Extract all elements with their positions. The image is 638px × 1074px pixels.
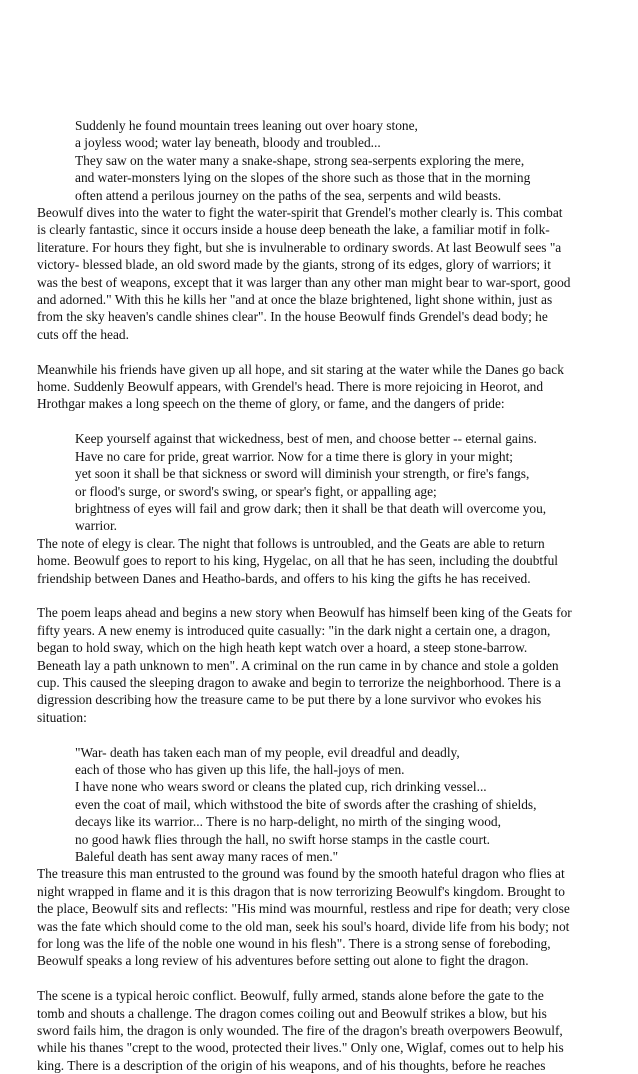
document-body: [37, 117, 603, 1074]
quote-line: often attend a perilous journey on the paths of the sea, serpents and wild beasts.: [75, 187, 502, 203]
paragraph-line: tomb and shouts a challenge. The dragon comes coiling out and Beowulf strikes a blow, but his: [37, 1005, 547, 1021]
block-quote: [37, 117, 603, 204]
paragraph-line: for long was the life of the noble one wound in his flesh". There is a strong sense of foreboding,: [37, 936, 551, 952]
quote-line: Suddenly he found mountain trees leaning out over hoary stone,: [75, 118, 418, 133]
paragraph-gap: [37, 413, 603, 430]
paragraph-gap: [37, 587, 603, 604]
paragraph-line: king. There is a description of the origin of his weapons, and of his thoughts, before he reaches: [37, 1057, 546, 1073]
paragraph-line: The scene is a typical heroic conflict. Beowulf, fully armed, stands alone before the gate to the: [37, 988, 544, 1004]
quote-line: Have no care for pride, great warrior. Now for a time there is glory in your might;: [75, 448, 514, 464]
paragraph-gap: [37, 970, 603, 987]
paragraph-line: home. Beowulf goes to report to his king, Hygelac, on all that he has seen, including the doubtful: [37, 553, 559, 569]
paragraph-line: digression describing how the treasure came to be put there by a lone survivor who evokes his: [37, 692, 542, 708]
paragraph-line: the place, Beowulf sits and reflects: "His mind was mournful, restless and ripe for death; very close: [37, 901, 570, 917]
paragraph-line: The poem leaps ahead and begins a new story when Beowulf has himself been king of the Geats for: [37, 605, 572, 621]
paragraph-line: was the best of weapons, except that it was larger than any other man might bear to war-sport, good: [37, 274, 571, 290]
quote-line: decays like its warrior... There is no harp-delight, no mirth of the singing wood,: [75, 814, 501, 830]
quote-line: yet soon it shall be that sickness or sword will diminish your strength, or fire's fangs,: [75, 466, 530, 482]
quote-line: brightness of eyes will fail and grow dark; then it shall be that death will overcome you,: [75, 500, 547, 516]
paragraph: [37, 865, 603, 969]
paragraph-line: cuts off the head.: [37, 326, 129, 342]
paragraph-line: Beowulf dives into the water to fight the water-spirit that Grendel's mother clearly is. This combat: [37, 205, 563, 221]
paragraph-line: victory- blessed blade, an old sword made by the giants, strong of its edges, glory of warriors; it: [37, 257, 551, 273]
quote-line: "War- death has taken each man of my people, evil dreadful and deadly,: [75, 744, 460, 760]
paragraph: [37, 204, 603, 343]
paragraph-line: is clearly fantastic, since it occurs inside a house deep beneath the lake, a familiar motif in folk-: [37, 222, 550, 238]
paragraph: [37, 535, 603, 587]
paragraph-line: situation:: [37, 709, 87, 725]
quote-line: and water-monsters lying on the slopes of the shore such as those that in the morning: [75, 170, 531, 186]
paragraph-gap: [37, 726, 603, 743]
paragraph-line: Beneath lay a path unknown to men". A criminal on the run came in by chance and stole a golden: [37, 657, 559, 673]
paragraph-line: Beowulf speaks a long review of his adventures before setting out alone to fight the dragon.: [37, 953, 529, 969]
paragraph: [37, 604, 603, 726]
quote-line: a joyless wood; water lay beneath, bloody and troubled...: [75, 135, 381, 151]
quote-line: each of those who has given up this life, the hall-joys of men.: [75, 761, 405, 777]
quote-line: I have none who wears sword or cleans the plated cup, rich drinking vessel...: [75, 779, 487, 795]
block-quote: [37, 744, 603, 866]
quote-line: even the coat of mail, which withstood the bite of swords after the crashing of shields,: [75, 796, 537, 812]
quote-line: or flood's surge, or sword's swing, or spear's fight, or appalling age;: [75, 483, 437, 499]
paragraph-line: and adorned." With this he kills her "and at once the blaze brightened, light shone within, just as: [37, 292, 553, 308]
paragraph: [37, 987, 603, 1074]
quote-line: Keep yourself against that wickedness, best of men, and choose better -- eternal gains.: [75, 431, 537, 447]
paragraph-line: Meanwhile his friends have given up all hope, and sit staring at the water while the Danes go back: [37, 361, 564, 377]
paragraph-line: The note of elegy is clear. The night that follows is untroubled, and the Geats are able to return: [37, 535, 545, 551]
paragraph-line: from the sky heaven's candle shines clear". In the house Beowulf finds Grendel's dead body; he: [37, 309, 548, 325]
quote-line: no good hawk flies through the hall, no swift horse stamps in the castle court.: [75, 831, 491, 847]
paragraph-line: was the fate which should come to the old man, seek his soul's hoard, divide life from his body; not: [37, 918, 570, 934]
paragraph-line: cup. This caused the sleeping dragon to awake and begin to terrorize the neighborhood. There is a: [37, 674, 561, 690]
paragraph-line: night wrapped in flame and it is this dragon that is now terrorizing Beowulf's kingdom. Brought to: [37, 883, 565, 899]
paragraph-gap: [37, 343, 603, 360]
paragraph-line: sword fails him, the dragon is only wounded. The fire of the dragon's breath overpowers Beowulf,: [37, 1023, 563, 1039]
block-quote: [37, 430, 603, 534]
quote-line: Baleful death has sent away many races of men.": [75, 849, 339, 864]
paragraph-line: The treasure this man entrusted to the ground was found by the smooth hateful dragon who flies at: [37, 866, 565, 882]
paragraph-line: literature. For hours they fight, but she is invulnerable to ordinary swords. At last Beowulf sees "a: [37, 239, 562, 255]
paragraph-line: began to hold sway, which on the high heath kept watch over a hoard, a steep stone-barrow.: [37, 640, 528, 656]
paragraph-line: friendship between Danes and Heatho-bards, and offers to his king the gifts he has received.: [37, 570, 531, 586]
paragraph-line: Hrothgar makes a long speech on the theme of glory, or fame, and the dangers of pride:: [37, 396, 505, 412]
paragraph-line: home. Suddenly Beowulf appears, with Grendel's head. There is more rejoicing in Heorot, and: [37, 379, 544, 395]
paragraph-line: fifty years. A new enemy is introduced quite casually: "in the dark night a certain one, a dragon,: [37, 622, 551, 638]
quote-line: They saw on the water many a snake-shape, strong sea-serpents exploring the mere,: [75, 152, 525, 168]
paragraph-line: while his thanes "crept to the wood, protected their lives." Only one, Wiglaf, comes out to help his: [37, 1040, 564, 1056]
paragraph: [37, 361, 603, 413]
quote-line: warrior.: [75, 518, 118, 534]
